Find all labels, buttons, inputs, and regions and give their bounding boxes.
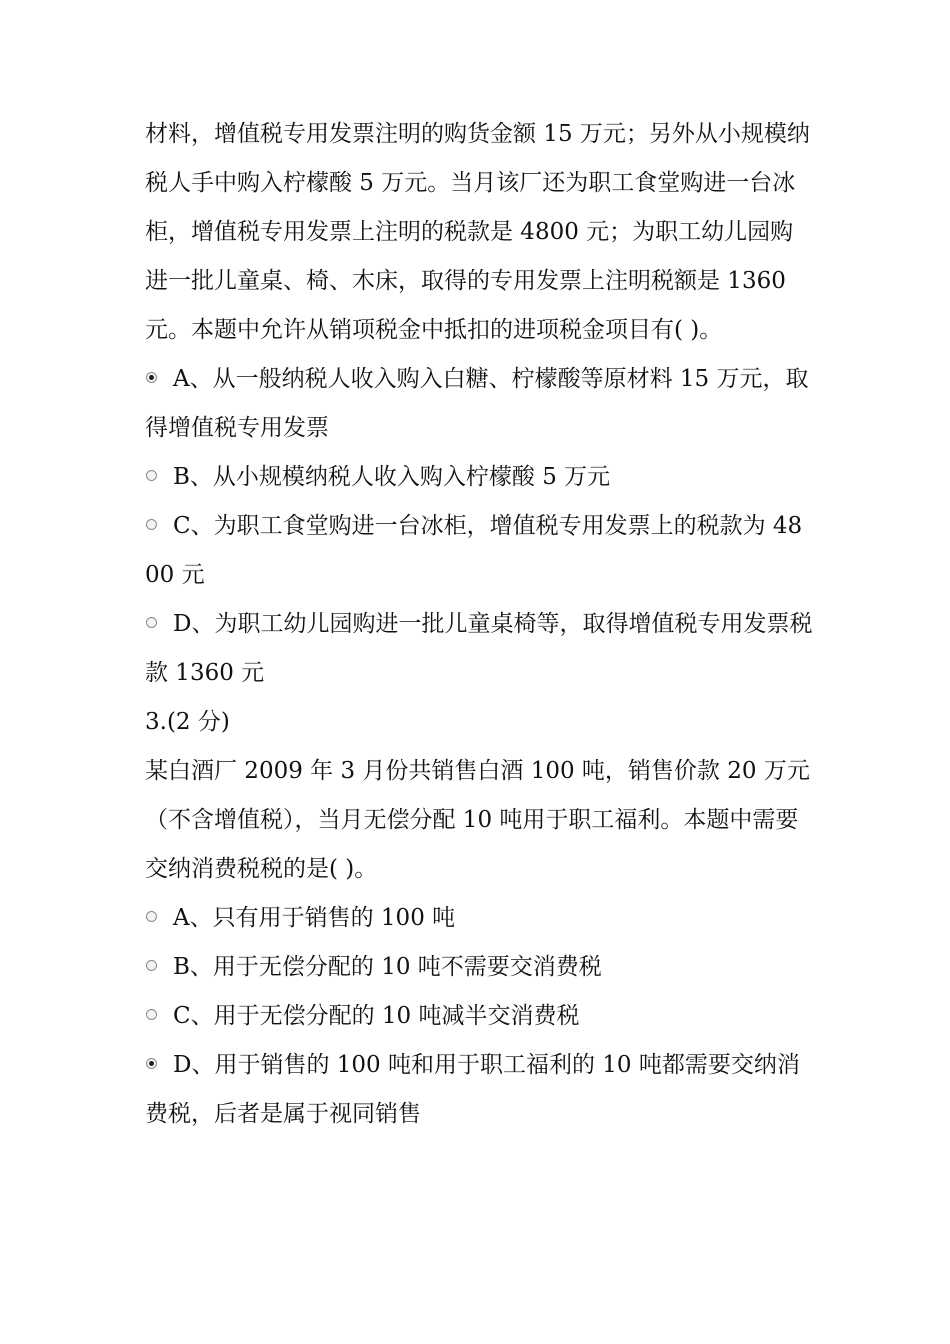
question-2-option-b[interactable] [145, 453, 815, 502]
question-3-option-c[interactable] [145, 992, 815, 1041]
question-3-stem: 某白酒厂 2009 年 3 月份共销售白酒 100 吨，销售价款 20 万元（不含增值税），当月无偿分配 10 吨用于职工福利。本题中需要交纳消费税税的是( )。 [145, 758, 810, 882]
option-label: D、为职工幼儿园购进一批儿童桌椅等，取得增值税专用发票税款 1360 元 [145, 611, 813, 686]
radio-selected-icon[interactable] [146, 1058, 157, 1069]
option-label: B、从小规模纳税人收入购入柠檬酸 5 万元 [173, 464, 611, 490]
radio-unselected-icon[interactable] [146, 470, 157, 481]
option-label: A、从一般纳税人收入购入白糖、柠檬酸等原材料 15 万元，取得增值税专用发票 [145, 366, 809, 441]
option-label: A、只有用于销售的 100 吨 [173, 905, 456, 931]
question-3-options [145, 894, 815, 1139]
question-2-option-c[interactable] [145, 502, 815, 600]
radio-unselected-icon[interactable] [146, 960, 157, 971]
radio-selected-icon[interactable] [146, 372, 157, 383]
radio-unselected-icon[interactable] [146, 911, 157, 922]
option-label: C、用于无偿分配的 10 吨减半交消费税 [173, 1003, 580, 1029]
question-2-options [145, 355, 815, 698]
question-2-option-d[interactable] [145, 600, 815, 698]
document-page [145, 110, 815, 1139]
option-label: D、用于销售的 100 吨和用于职工福利的 10 吨都需要交纳消费税，后者是属于视同销售 [145, 1052, 800, 1127]
radio-unselected-icon[interactable] [146, 1009, 157, 1020]
question-3-option-a[interactable] [145, 894, 815, 943]
question-3-option-b[interactable] [145, 943, 815, 992]
question-3-number: 3.(2 分) [145, 709, 230, 735]
radio-unselected-icon[interactable] [146, 519, 157, 530]
question-3-option-d[interactable] [145, 1041, 815, 1139]
option-label: B、用于无偿分配的 10 吨不需要交消费税 [173, 954, 602, 980]
option-label: C、为职工食堂购进一台冰柜，增值税专用发票上的税款为 4800 元 [145, 513, 803, 588]
radio-unselected-icon[interactable] [146, 617, 157, 628]
question-2-stem: 材料，增值税专用发票注明的购货金额 15 万元；另外从小规模纳税人手中购入柠檬酸 5 万元。当月该厂还为职工食堂购进一台冰柜，增值税专用发票上注明的税款是 4800 元；为职工幼儿园购进一批儿童桌、椅、木床，取得的专用发票上注明税额是 1360 元。本题中允许从销项税金中抵扣的进项税金项目有( )。 [145, 121, 810, 343]
question-2-option-a[interactable] [145, 355, 815, 453]
